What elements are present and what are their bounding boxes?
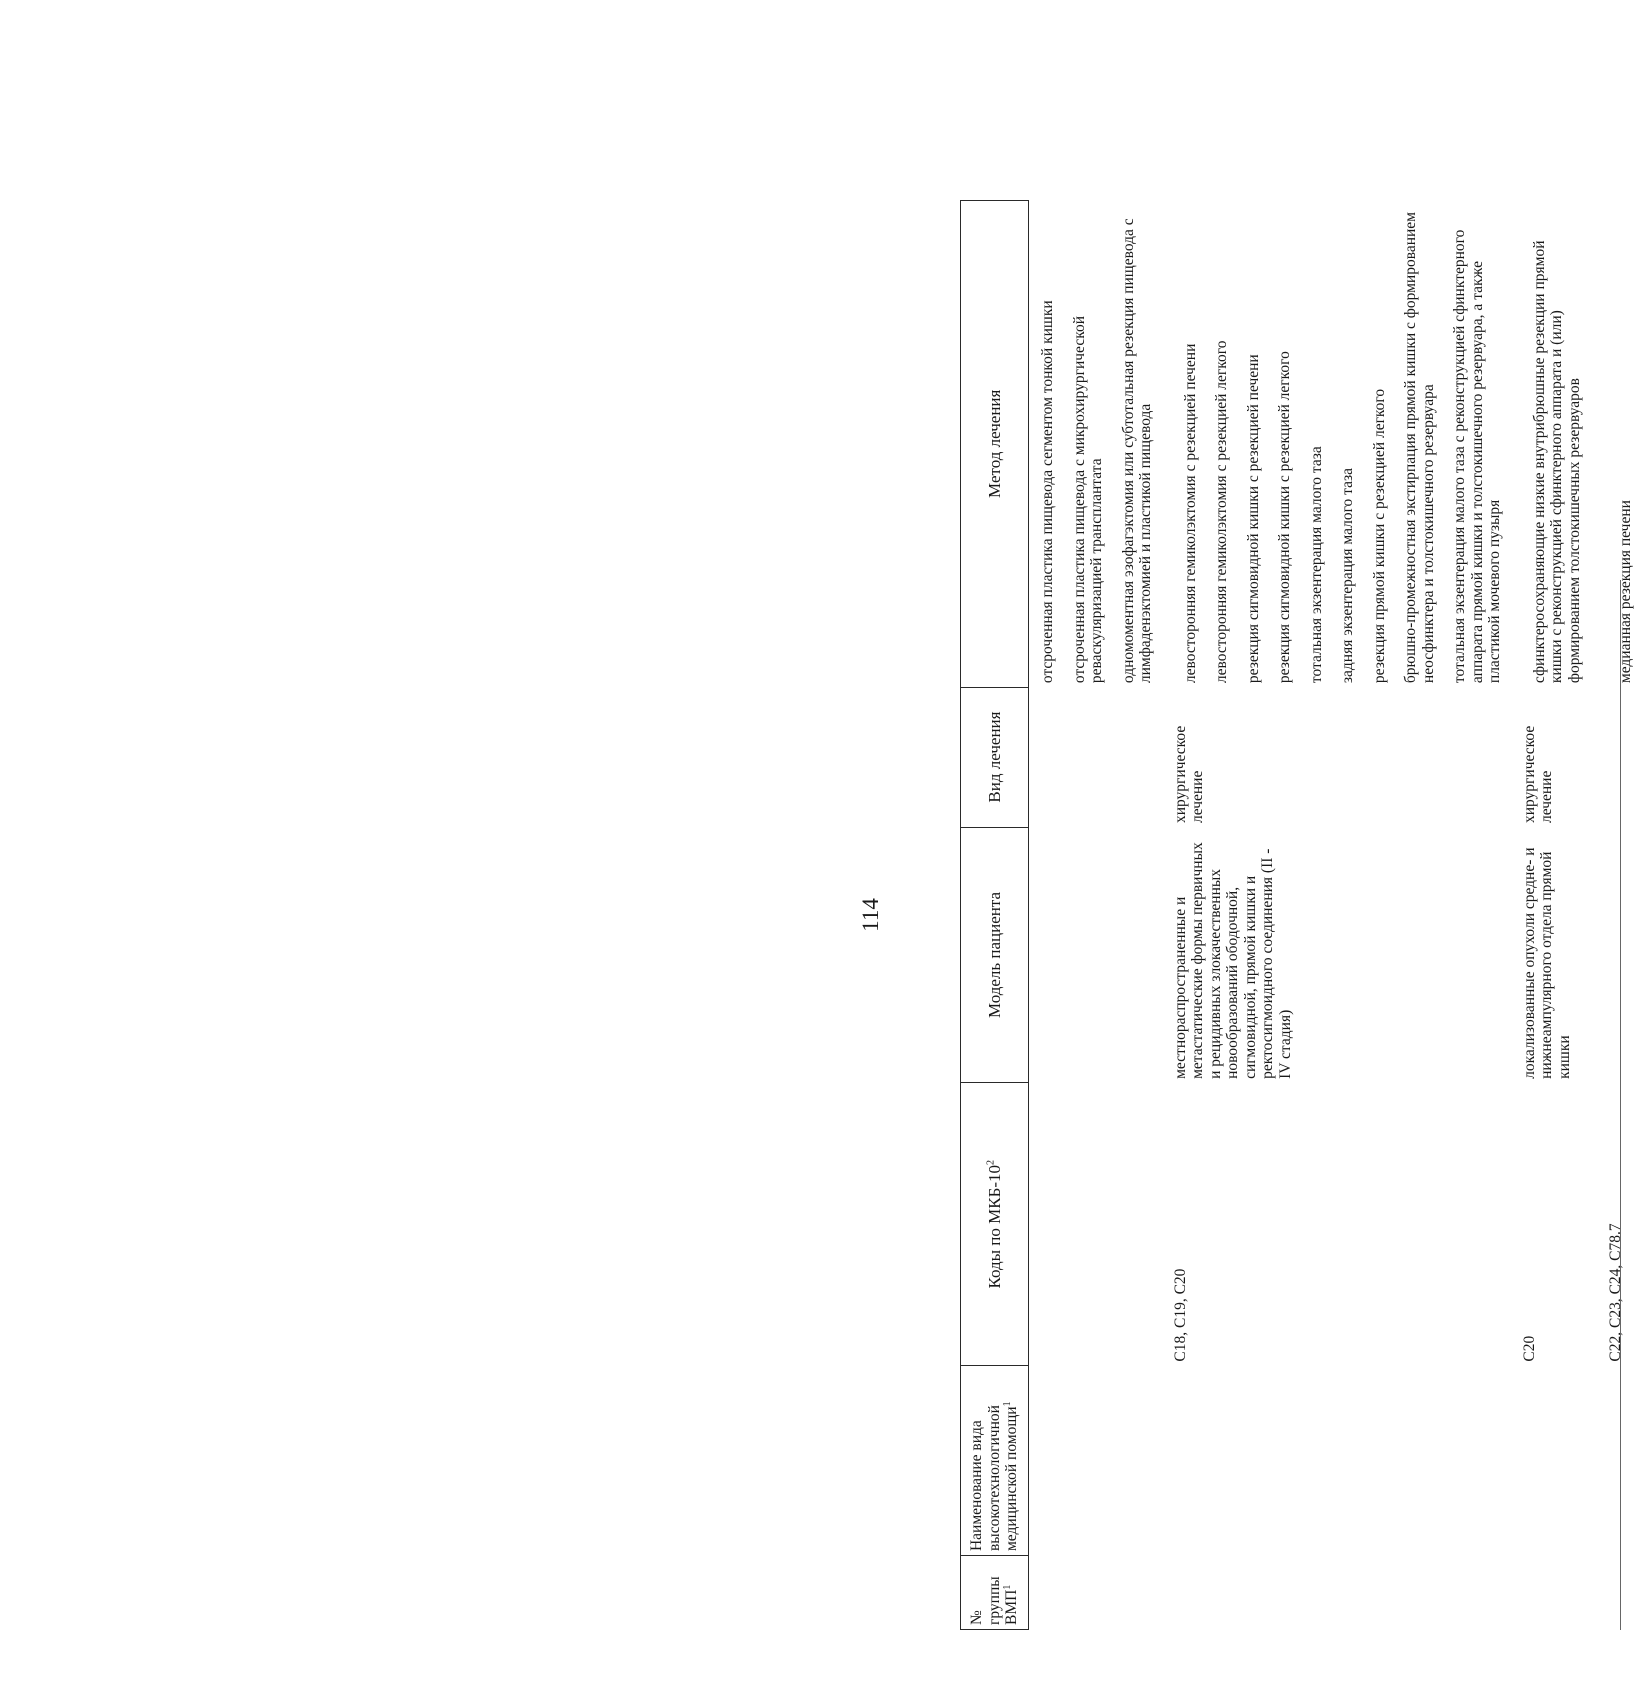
model-cell xyxy=(1029,827,1169,1083)
type-cell: хирургическое лечение xyxy=(1520,725,1555,824)
page-number: 114 xyxy=(858,898,883,932)
method-item: резекция сигмовидной кишки с резекцией легкого xyxy=(1276,351,1293,684)
group-number-cell xyxy=(1029,1556,1169,1630)
header-icd-codes: Коды по МКБ-$10^2$ xyxy=(961,1083,1029,1366)
codes-cell: C22, C23, C24, C78.7 xyxy=(1607,1223,1624,1362)
methods-cell xyxy=(1518,201,1598,688)
methods-cell xyxy=(1597,201,1649,688)
method-item: резекция прямой кишки с резекцией легкого xyxy=(1370,388,1388,684)
model-cell xyxy=(1597,827,1649,1083)
method-item: тотальная экзентерация малого таза xyxy=(1307,446,1325,684)
table-row xyxy=(1518,201,1598,1630)
header-group-number: № группы ВМП$^1$ xyxy=(961,1556,1029,1630)
method-item: левосторонняя гемиколэктомия с резекцией печени xyxy=(1181,343,1199,684)
care-type-cell xyxy=(1029,1366,1169,1556)
method-item: одномоментная эзофагэктомия или субтотальная резекция пищевода с лимфаденэктомией и пластикой пищевода xyxy=(1119,218,1154,684)
codes-cell xyxy=(1029,1083,1169,1366)
table-row xyxy=(1597,201,1649,1630)
codes-cell: C20 xyxy=(1520,1335,1538,1362)
rotated-page xyxy=(140,200,1634,1630)
type-cell: хирургическое лечение xyxy=(1171,725,1206,824)
page-edge-line xyxy=(1620,580,1621,1630)
codes-cell: C18, C19, C20 xyxy=(1171,1268,1189,1362)
model-cell: местнораспространенные и метастатические формы первичных и рецидивных злокачественных новообразований ободочной, сигмовидной, прямой кишки и ректосигмоидного соединения (II - IV стадия) xyxy=(1171,842,1294,1079)
model-cell: локализованные опухоли средне- и нижнеампулярного отдела прямой кишки xyxy=(1520,847,1573,1079)
group-number-cell xyxy=(1169,1556,1518,1630)
care-type-cell xyxy=(1518,1366,1598,1556)
type-cell xyxy=(1597,687,1649,827)
method-item: задняя экзентерация малого таза xyxy=(1339,467,1356,684)
method-item: сфинктеросохраняющие низкие внутрибрюшные резекции прямой кишки с реконструкцией сфинктерного аппарата и (или) формированием толстокишечных резервуаров xyxy=(1530,240,1583,684)
care-type-cell xyxy=(1169,1366,1518,1556)
methods-cell xyxy=(1169,201,1518,688)
header-patient-model: Модель пациента xyxy=(961,827,1029,1083)
care-type-cell xyxy=(1597,1366,1649,1556)
table-row xyxy=(1029,201,1169,1630)
type-cell xyxy=(1029,687,1169,827)
table-header-row xyxy=(961,201,1029,1630)
method-item: тотальная экзентерация малого таза с реконструкцией сфинктерного аппарата прямой кишки и толстокишечного резервуара, а также пластикой мочевого пузыря xyxy=(1451,229,1503,684)
group-number-cell xyxy=(1518,1556,1598,1630)
method-item: медианная резекция печени xyxy=(1617,500,1634,684)
method-item: резекция сигмовидной кишки с резекцией печени xyxy=(1244,354,1262,684)
method-item: отсроченная пластика пищевода сегментом тонкой кишки xyxy=(1039,300,1056,684)
treatment-table xyxy=(960,200,1649,1630)
header-treatment-method: Метод лечения xyxy=(961,201,1029,688)
group-number-cell xyxy=(1597,1556,1649,1630)
table-row xyxy=(1169,201,1518,1630)
method-item: отсроченная пластика пищевода с микрохирургической реваскуляризацией трансплантата xyxy=(1070,316,1105,684)
methods-cell xyxy=(1029,201,1169,688)
header-treatment-type: Вид лечения xyxy=(961,687,1029,827)
method-item: брюшно-промежностная экстирпация прямой кишки с формированием неосфинктера и толстокишечного резервуара xyxy=(1402,212,1437,684)
header-care-type-name: Наименование вида высокотехнологичной медицинской помощи$^1$ xyxy=(961,1366,1029,1556)
method-item: левосторонняя гемиколэктомия с резекцией легкого xyxy=(1213,340,1230,684)
